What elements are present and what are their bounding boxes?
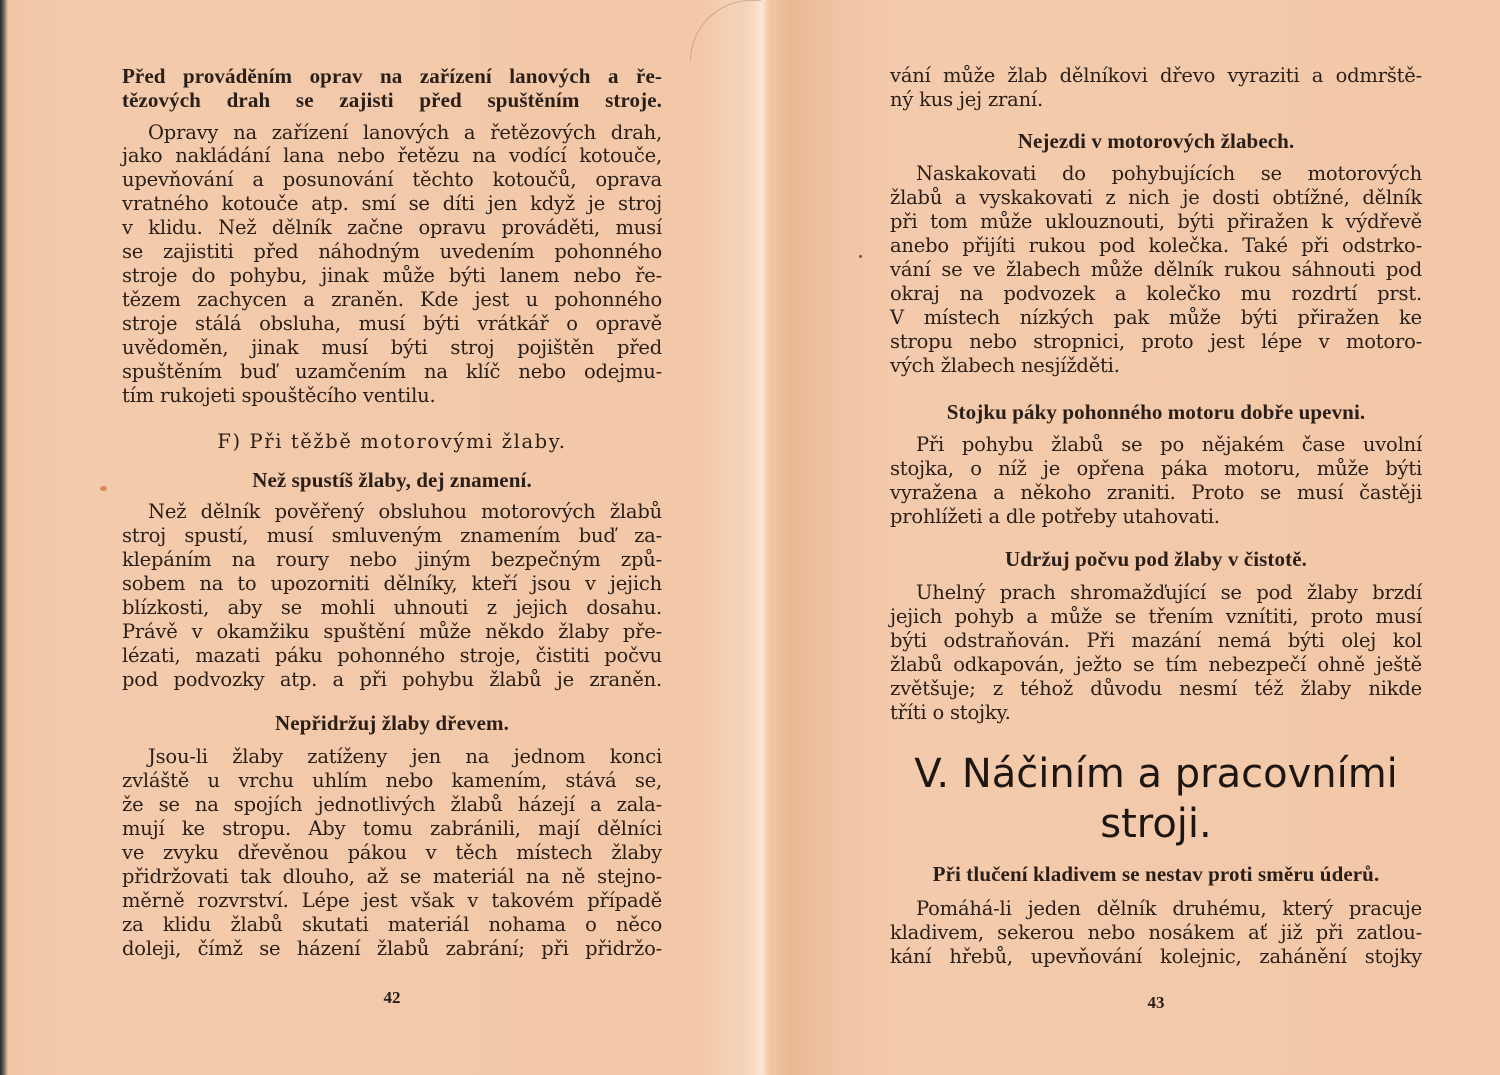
paragraph-line: upevňování a posunování těchto kotoučů, oprava — [122, 168, 662, 191]
paragraph-line: V místech nízkých pak může býti přiražen ke — [890, 306, 1422, 329]
paragraph-line: zvláště u vrchu uhlím nebo kamením, stává se, — [122, 769, 662, 792]
paragraph-line: stroje stálá obsluha, musí býti vrátkář o opravě — [122, 312, 662, 335]
left-page — [122, 0, 662, 1075]
paragraph-line: mují ke stropu. Aby tomu zabránili, mají dělníci — [122, 817, 662, 840]
paragraph-line: Naskakovati do pohybujících se motorových — [916, 162, 1422, 185]
paragraph-line: zvětšuje; z téhož důvodu nesmí též žlaby nikde — [890, 677, 1422, 700]
paragraph-line: Jsou-li žlaby zatíženy jen na jednom konci — [148, 745, 662, 768]
ink-speck — [100, 486, 107, 491]
paragraph-line: okraj na podvozek a kolečko mu rozdrtí prst. — [890, 282, 1422, 305]
paragraph-line: Opravy na zařízení lanových a řetězových drah, — [148, 121, 662, 144]
heading: Stojku páky pohonného motoru dobře upevni. — [946, 400, 1366, 424]
paragraph-line: pod podvozky atp. a při pohybu žlabů je zraněn. — [122, 668, 662, 691]
paragraph-line: měrně rozvrství. Lépe jest však v takovém případě — [122, 889, 662, 912]
paragraph-line: blízkosti, aby se mohli uhnouti z jejich dosahu. — [122, 596, 662, 619]
paragraph-line: stroje do pohybu, jinak může býti lanem nebo ře- — [122, 264, 662, 287]
paragraph-line: stropu nebo stropnici, proto jest lépe v motoro- — [890, 330, 1422, 353]
paragraph-line: anebo přijíti rukou pod kolečka. Také při odstrko- — [890, 234, 1422, 257]
paragraph-line: se zajistiti před náhodným uvedením pohonného — [122, 240, 662, 263]
heading: Nepřidržuj žlaby dřevem. — [275, 711, 509, 735]
paragraph-line: spuštěním buď uzamčením na klíč nebo odejmu- — [122, 360, 662, 383]
heading: Při tlučení kladivem se nestav proti směru úderů. — [932, 862, 1380, 886]
paragraph-line: Než dělník pověřený obsluhou motorových žlabů — [148, 500, 662, 523]
paragraph-line: žlabů odkapován, ježto se tím nebezpečí ohně ještě — [890, 653, 1422, 676]
paragraph-line: vratného kotouče atp. smí se díti jen když je stroj — [122, 192, 662, 215]
chapter-title: V. Náčiním a pracovními — [914, 751, 1398, 797]
page-number: 43 — [1147, 993, 1165, 1012]
paragraph-line: ný kus jej zraní. — [890, 88, 1043, 111]
paragraph-line: doleji, čímž se házení žlabů zabrání; při přidržo- — [122, 937, 662, 960]
paragraph-line: vých žlabech nesjížděti. — [890, 354, 1120, 377]
paragraph-line: uvědoměn, jinak musí býti stroj pojištěn před — [122, 336, 662, 359]
paragraph-line: Pomáhá-li jeden dělník druhému, který pracuje — [916, 897, 1422, 920]
section-title: F) Při těžbě motorovými žlaby. — [217, 430, 567, 453]
paragraph-line: jako nakládání lana nebo řetězu na vodící kotouče, — [122, 144, 662, 167]
paragraph-line: že se na spojích jednotlivých žlabů házejí a zala- — [122, 793, 662, 816]
heading: Udržuj počvu pod žlaby v čistotě. — [1005, 547, 1307, 571]
paragraph-line: žlabů a vyskakovati z nich je dosti obtížné, dělník — [890, 186, 1422, 209]
paper-crease — [690, 0, 761, 61]
paragraph-line: tříti o stojky. — [890, 701, 1011, 724]
page-number: 42 — [383, 988, 401, 1007]
heading: Než spustíš žlaby, dej znamení. — [252, 468, 532, 492]
paragraph-line: kladivem, sekerou nebo nosákem ať již při zatlou- — [890, 921, 1422, 944]
paragraph-line: Právě v okamžiku spuštění může někdo žlaby pře- — [122, 620, 662, 643]
paragraph-line: Při pohybu žlabů se po nějakém čase uvolní — [916, 433, 1422, 456]
paragraph-line: kání hřebů, upevňování kolejnic, zahánění stojky — [890, 945, 1422, 968]
heading-line: tězových drah se zajisti před spuštěním stroje. — [122, 88, 662, 112]
heading: Nejezdi v motorových žlabech. — [1017, 129, 1295, 153]
paragraph-line: tím rukojeti spouštěcího ventilu. — [122, 384, 436, 407]
right-page — [890, 0, 1422, 1075]
paragraph-line: Uhelný prach shromažďující se pod žlaby brzdí — [916, 581, 1422, 604]
paragraph-line: sobem na to upozorniti dělníky, kteří jsou v jejich — [122, 572, 662, 595]
paragraph-line: přidržovati tak dlouho, až se materiál na ně stejno- — [122, 865, 662, 888]
paragraph-line: ve zvyku dřevěnou pákou v těch místech žlaby — [122, 841, 662, 864]
ink-speck — [859, 255, 862, 258]
paragraph-line: jejich pohyb a může se třením vznítiti, proto musí — [890, 605, 1422, 628]
chapter-title: stroji. — [1100, 801, 1212, 847]
paragraph-line: tězem zachycen a zraněn. Kde jest u pohonného — [122, 288, 662, 311]
paragraph-line: za klidu žlabů skutati materiál nohama o něco — [122, 913, 662, 936]
paragraph-line: vání může žlab dělníkovi dřevo vyraziti a odmrště- — [890, 64, 1422, 87]
paragraph-line: býti odstraňován. Při mazání nemá býti olej kol — [890, 629, 1422, 652]
paragraph-line: stroj spustí, musí smluveným znamením buď za- — [122, 524, 662, 547]
paragraph-line: klepáním na roury nebo jiným bezpečným způ- — [122, 548, 662, 571]
paragraph-line: při tom může uklouznouti, býti přiražen k výdřevě — [890, 210, 1422, 233]
paragraph-line: prohlížeti a dle potřeby utahovati. — [890, 505, 1220, 528]
paragraph-line: vyražena a někoho zraniti. Proto se musí častěji — [890, 481, 1422, 504]
paragraph-line: v klidu. Než dělník začne opravu prováděti, musí — [122, 216, 662, 239]
paragraph-line: stojka, o níž je opřena páka motoru, může býti — [890, 457, 1422, 480]
paragraph-line: lézati, mazati páku pohonného stroje, čistiti počvu — [122, 644, 662, 667]
heading-line: Před prováděním oprav na zařízení lanových a ře- — [122, 64, 662, 88]
paragraph-line: vání se ve žlabech může dělník rukou sáhnouti pod — [890, 258, 1422, 281]
